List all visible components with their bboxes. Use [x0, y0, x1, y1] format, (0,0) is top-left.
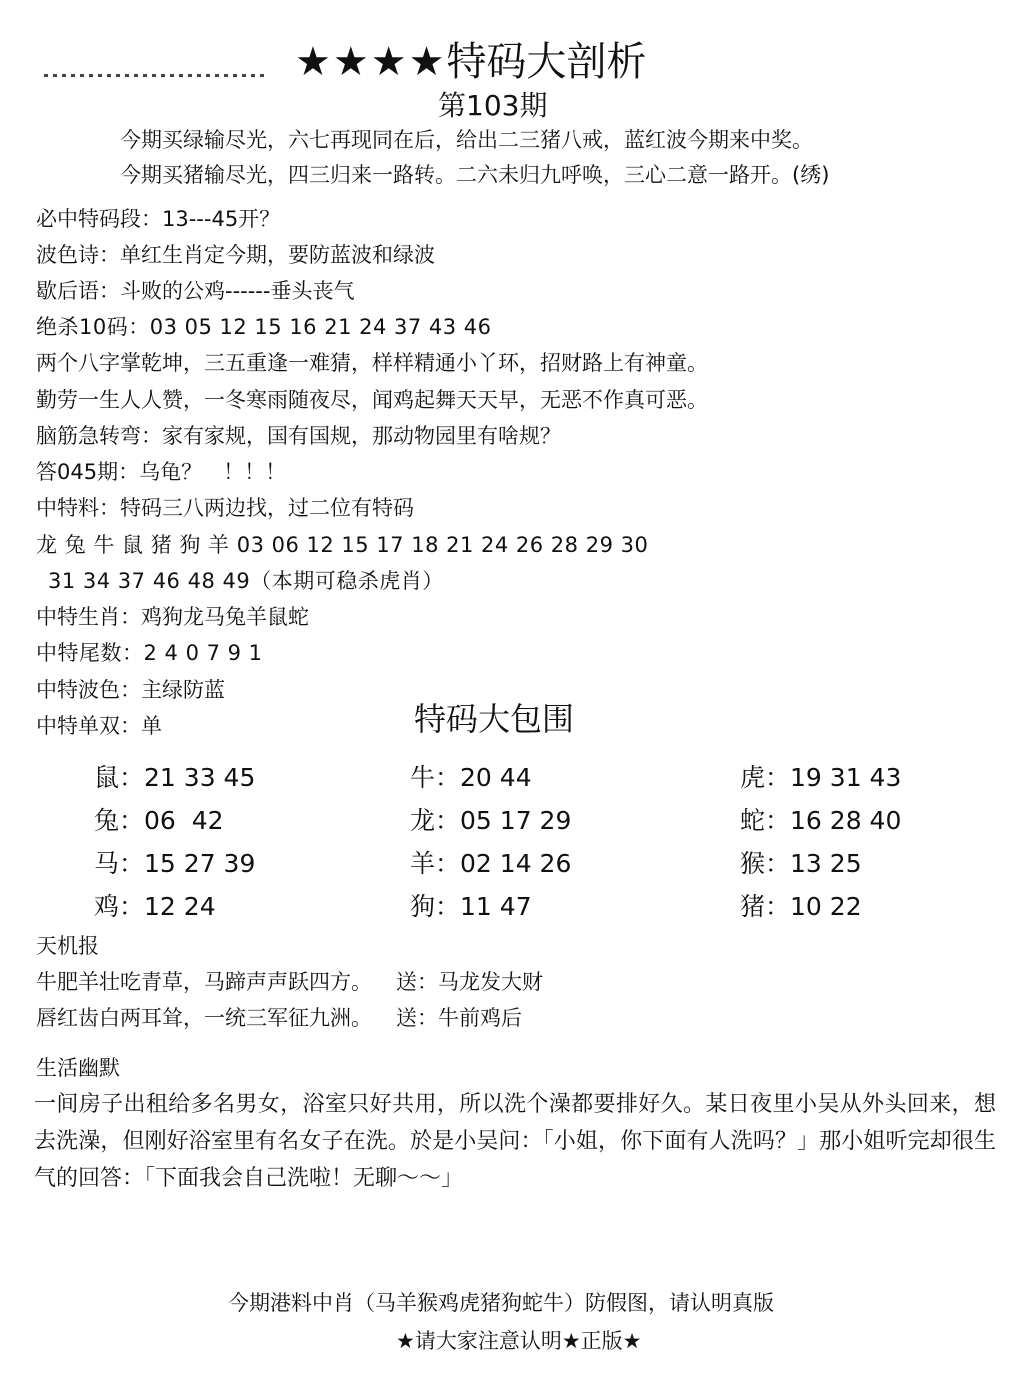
cell-numbers: 06 42 [144, 806, 224, 835]
wrap-cell-monkey: 猴：13 25 [740, 849, 862, 878]
cell-numbers: 15 27 39 [144, 849, 256, 878]
line-label: 歇后语： [36, 279, 120, 303]
stars-icon: ★★★★ [295, 39, 447, 85]
line-label: 中特生肖： [36, 605, 141, 629]
line-tail-numbers [36, 637, 263, 667]
tianji-title: 天机报 [36, 934, 99, 958]
line-label: 龙 兔 牛 鼠 猪 狗 羊 [36, 533, 237, 557]
cell-numbers: 20 44 [460, 763, 532, 792]
cell-zodiac: 牛 [410, 763, 436, 792]
line-riddle-1 [36, 347, 708, 377]
cell-zodiac: 虎 [740, 763, 766, 792]
line-label: 中特尾数： [36, 641, 144, 665]
line-value: 家有家规，国有国规，那动物园里有啥规？ [162, 424, 561, 448]
wrap-cell-tiger: 虎：19 31 43 [740, 763, 902, 792]
line-value: 2 4 0 7 9 1 [143, 641, 263, 665]
scan-noise-strip [44, 74, 264, 77]
poem-line-2: 今期买猪输尽光，四三归来一路转。二六未归九呼唤，三心二意一路开。(绣) [120, 163, 830, 187]
wrap-cell-dragon: 龙：05 17 29 [410, 806, 572, 835]
cell-numbers: 21 33 45 [144, 763, 256, 792]
line-value: 单 [141, 714, 162, 738]
wrap-cell-snake: 蛇：16 28 40 [740, 806, 902, 835]
line-label: 中特单双： [36, 714, 141, 738]
wrap-cell-horse: 马：15 27 39 [94, 849, 256, 878]
line-answer [36, 456, 286, 486]
footer-notice: 今期港料中肖（马羊猴鸡虎猪狗蛇牛）防假图，请认明真版 [228, 1291, 774, 1315]
wrap-cell-ox: 牛：20 44 [410, 763, 532, 792]
page-title [295, 30, 646, 87]
cell-zodiac: 鸡 [94, 892, 120, 921]
tianji-line-1 [36, 966, 543, 996]
cell-numbers: 11 47 [460, 892, 532, 921]
line-value: 03 05 12 15 16 21 24 37 43 46 [149, 315, 492, 339]
tianji-text: 唇红齿白两耳耸，一统三军征九洲。 [36, 1006, 372, 1030]
cell-numbers: 12 24 [144, 892, 216, 921]
line-wave-poem [36, 239, 435, 269]
line-label: 中特波色： [36, 678, 141, 702]
line-segment [36, 203, 280, 233]
line-special-tip [36, 492, 414, 522]
cell-zodiac: 龙 [410, 806, 436, 835]
cell-numbers: 19 31 43 [790, 763, 902, 792]
line-special-zodiac [36, 601, 309, 631]
line-riddle-2 [36, 384, 708, 414]
cell-numbers: 13 25 [790, 849, 862, 878]
cell-zodiac: 羊 [410, 849, 436, 878]
line-zodiac-numbers-cont [48, 565, 444, 595]
cell-zodiac: 猴 [740, 849, 766, 878]
line-label: 波色诗： [36, 243, 120, 267]
cell-zodiac: 猪 [740, 892, 766, 921]
line-brain-teaser [36, 420, 561, 450]
line-label: 必中特码段： [36, 207, 162, 231]
humor-title: 生活幽默 [36, 1056, 120, 1080]
cell-zodiac: 鼠 [94, 763, 120, 792]
line-kill-ten [36, 311, 492, 341]
line-value: 两个八字掌乾坤，三五重逢一难猜，样样精通小丫环，招财路上有神童。 [36, 351, 708, 375]
cell-numbers: 02 14 26 [460, 849, 572, 878]
cell-zodiac: 狗 [410, 892, 436, 921]
wrap-cell-rabbit: 兔：06 42 [94, 806, 224, 835]
wrap-cell-rooster: 鸡：12 24 [94, 892, 216, 921]
humor-text: 一间房子出租给多名男女，浴室只好共用，所以洗个澡都要排好久。某日夜里小吴从外头回来，想去洗澡，但刚好浴室里有名女子在洗。於是小吴问：「小姐，你下面有人洗吗？」那小姐听完却很生气的回答：「下面我会自己洗啦！无聊～～」 [34, 1092, 996, 1191]
cell-numbers: 10 22 [790, 892, 862, 921]
line-value: 特码三八两边找，过二位有特码 [120, 496, 414, 520]
line-value: 鸡狗龙马兔羊鼠蛇 [141, 605, 309, 629]
line-label: 脑筋急转弯： [36, 424, 162, 448]
wrap-cell-pig: 猪：10 22 [740, 892, 862, 921]
line-zodiac-numbers [36, 529, 648, 559]
line-label: 绝杀10码： [36, 315, 150, 339]
wrap-cell-goat: 羊：02 14 26 [410, 849, 572, 878]
line-value: 单红生肖定今期，要防蓝波和绿波 [120, 243, 435, 267]
line-value: 主绿防蓝 [141, 678, 225, 702]
line-value: 斗败的公鸡------垂头丧气 [120, 279, 355, 303]
wrap-section-title: 特码大包围 [414, 700, 575, 738]
tianji-line-2 [36, 1002, 522, 1032]
tianji-gift: 送：牛前鸡后 [396, 1006, 522, 1030]
footer-authentic: ★请大家注意认明★正版★ [396, 1329, 642, 1353]
issue-number: 第103期 [438, 89, 548, 122]
line-value: 乌龟？ ！！！ [139, 460, 287, 484]
tianji-gift: 送：马龙发大财 [396, 970, 543, 994]
line-label: 答045期： [36, 460, 140, 484]
cell-zodiac: 兔 [94, 806, 120, 835]
line-wave-color [36, 674, 225, 704]
line-value: 勤劳一生人人赞，一冬寒雨随夜尽，闻鸡起舞天天早，无恶不作真可恶。 [36, 388, 708, 412]
tianji-text: 牛肥羊壮吃青草，马蹄声声跃四方。 [36, 970, 372, 994]
cell-numbers: 16 28 40 [790, 806, 902, 835]
line-xiehouyu [36, 275, 354, 305]
line-value: 03 06 12 15 17 18 21 24 26 28 29 30 [236, 533, 649, 557]
poem-line-1: 今期买绿输尽光，六七再现同在后，给出二三猪八戒，蓝红波今期来中奖。 [120, 128, 813, 152]
cell-zodiac: 马 [94, 849, 120, 878]
wrap-cell-rat: 鼠：21 33 45 [94, 763, 256, 792]
line-odd-even [36, 710, 162, 740]
wrap-cell-dog: 狗：11 47 [410, 892, 532, 921]
cell-numbers: 05 17 29 [460, 806, 572, 835]
title-text: 特码大剖析 [446, 39, 647, 85]
line-label: 中特料： [36, 496, 120, 520]
line-value: 13---45开？ [162, 207, 281, 231]
line-value: 31 34 37 46 48 49（本期可稳杀虎肖） [48, 569, 444, 593]
cell-zodiac: 蛇 [740, 806, 766, 835]
